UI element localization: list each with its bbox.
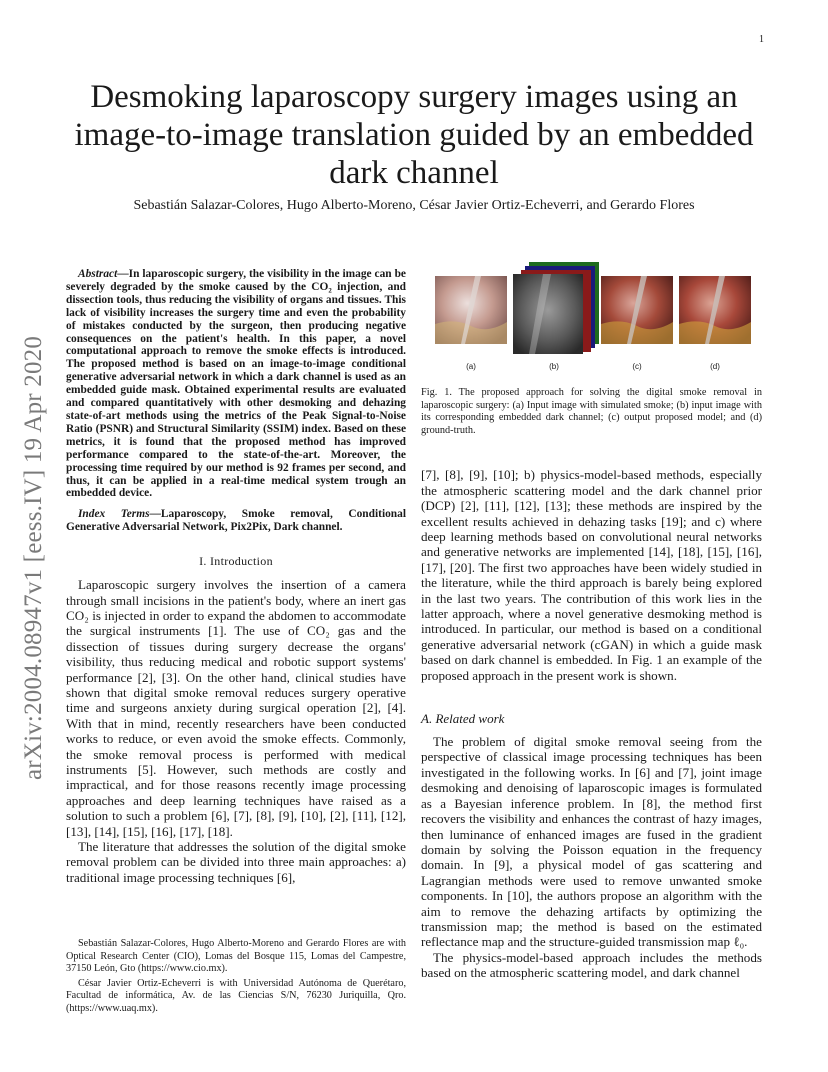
related-paragraph-2: The physics-model-based approach includes the methods based on the atmospheric scattering model, and dark channel — [421, 949, 762, 981]
subsection-heading-related-work: A. Related work — [421, 711, 505, 727]
footnote-affiliation-1: Sebastián Salazar-Colores, Hugo Alberto-Moreno and Gerardo Flores are with Optical Research Center (CIO), Lomas del Bosque 115, Lomas del Campestre, 37150 León, Gto (https://www.cio.mx). — [66, 938, 406, 975]
dark-channel-stack-image — [513, 262, 601, 358]
footnote-affiliation-2: César Javier Ortiz-Echeverri is with Universidad Autónoma de Querétaro, Facultad de informática, Av. de las Ciencias S/N, 76230 Juriquilla, Qro. (https://www.uaq.mx). — [66, 977, 406, 1014]
index-terms — [66, 508, 406, 534]
intro-paragraph-1: Laparoscopic surgery involves the insertion of a camera through small incisions in the patient's body, where an inert gas CO₂ is injected in order to expand the abdomen to accommodate the surgical instruments [1]. The use of CO₂ gas and the dissection of tissues during surgery decrease the organs' visibility, thus reducing medical and robotic support systems' performance [2], [3]. On the other hand, clinical studies have shown that digital smoke removal reduces surgery operative time and surgeons anxiety during surgical operation [2], [4]. With that in mind, recently researchers have been conducted works to reduce, or even avoid the smoke effects. Commonly, the smoke removal process is performed with medical instruments [5]. However, such methods are costly and impractical, and for those reasons recently image processing approaches and deep learning techniques have raised as a solution to such a problem [6], [7], [8], [9], [10], [2], [11], [12], [13], [14], [15], [16], [17], [18]. — [66, 577, 406, 839]
figure-caption: Fig. 1. The proposed approach for solving the digital smoke removal in laparoscopic surgery: (a) Input image with simulated smoke; (b) input image with its corresponding embedded dark channel; (c) output proposed model; and (d) ground-truth. — [421, 387, 762, 436]
index-terms-text: —Laparoscopy, Smoke removal, Conditional Generative Adversarial Network, Pix2Pix, Dark channel. — [66, 508, 406, 534]
intro-paragraph-2: The literature that addresses the solution of the digital smoke removal problem can be divided into three main approaches: a) traditional image processing techniques [6], — [66, 839, 406, 885]
page-number: 1 — [759, 34, 764, 45]
index-terms-label: Index Terms — [78, 508, 150, 521]
right-column — [421, 262, 762, 981]
figure-1 — [421, 262, 762, 377]
right-paragraph-1: [7], [8], [9], [10]; b) physics-model-based methods, especially the atmospheric scattering model and the dark channel prior (DCP) [2], [11], [12], [13]; these methods are inspired by the excellent results achieved in dehazing tasks [19]; and c) where deep learning methods based on convolutional neural networks and generative networks are implemented [14], [18], [15], [16], [17], [20]. The first two approaches have been widely studied in the literature, while the third approach is barely being explored in the last two years. The contribution of this work lies in the latter approach, where a novel generative desmoking method is introduced. In particular, our method is based on a conditional generative adversarial network (cGAN) in which a guide mask based on dark channel is embedded. In Fig. 1 an example of the proposed approach in the present work is shown. — [421, 467, 762, 683]
figure-label-d: (d) — [710, 362, 720, 371]
arxiv-identifier: arXiv:2004.08947v1 [eess.IV] 19 Apr 2020 — [20, 335, 47, 780]
figure-label-a: (a) — [466, 362, 476, 371]
related-paragraph-1: The problem of digital smoke removal seeing from the perspective of classical image processing techniques has been investigated in the following works. In [6] and [7], joint image desmoking and denoising of laparoscopic images is formulated as a Bayesian inference problem. In [8], the method first recovers the visibility and enhances the contrast of hazy images, then luminance of enhanced images are fused in the gradient domain by solving the Poisson equation in the frequency domain. In [9], a physical model of gas scattering and Lagrangian methods were used to remove unwanted smoke components. In [10], the authors propose an algorithm with the aim to remove the dehazing artifacts by optimizing the transmission map; the method is based on the estimated reflectance map and the structure-guided transmission map ℓ₀. — [421, 734, 762, 950]
left-column — [66, 268, 406, 885]
footnotes — [66, 938, 406, 1018]
input-smoke-image — [435, 276, 507, 344]
paper-title: Desmoking laparoscopy surgery images using an image-to-image translation guided by an embedded dark channel — [74, 79, 754, 191]
figure-label-b: (b) — [549, 362, 559, 371]
section-heading-introduction: I. Introduction — [199, 554, 273, 569]
abstract-label: Abstract — [78, 268, 118, 280]
ground-truth-image — [679, 276, 751, 344]
author-list: Sebastián Salazar-Colores, Hugo Alberto-Moreno, César Javier Ortiz-Echeverri, and Gerardo Flores — [133, 198, 695, 213]
figure-label-c: (c) — [632, 362, 642, 371]
abstract — [66, 268, 406, 500]
output-desmoked-image — [601, 276, 673, 344]
abstract-text: —In laparoscopic surgery, the visibility in the image can be severely degraded by the smoke caused by the CO₂ injection, and dissection tools, thus reducing the visibility of organs and tissues. This lack of visibility increases the surgery time and even the probability of mistakes conducted by the surgeon, then producing negative consequences on the patient's health. In this paper, a novel computational approach to remove the smoke effects is introduced. The proposed method is based on an image-to-image conditional generative adversarial network in which a dark channel is used as an embedded guide mask. Obtained experimental results are evaluated and compared quantitatively with other desmoking and dehazing state-of-art methods using the metrics of the Peak Signal-to-Noise Ratio (PSNR) and Structural Similarity (SSIM) index. Based on these metrics, it is found that the proposed method has improved performance compared to the state-of-the-art. Moreover, the processing time required by our method is 92 frames per second, and thus, it can be applied in a real-time medical system trough an embedded device. — [66, 268, 406, 500]
